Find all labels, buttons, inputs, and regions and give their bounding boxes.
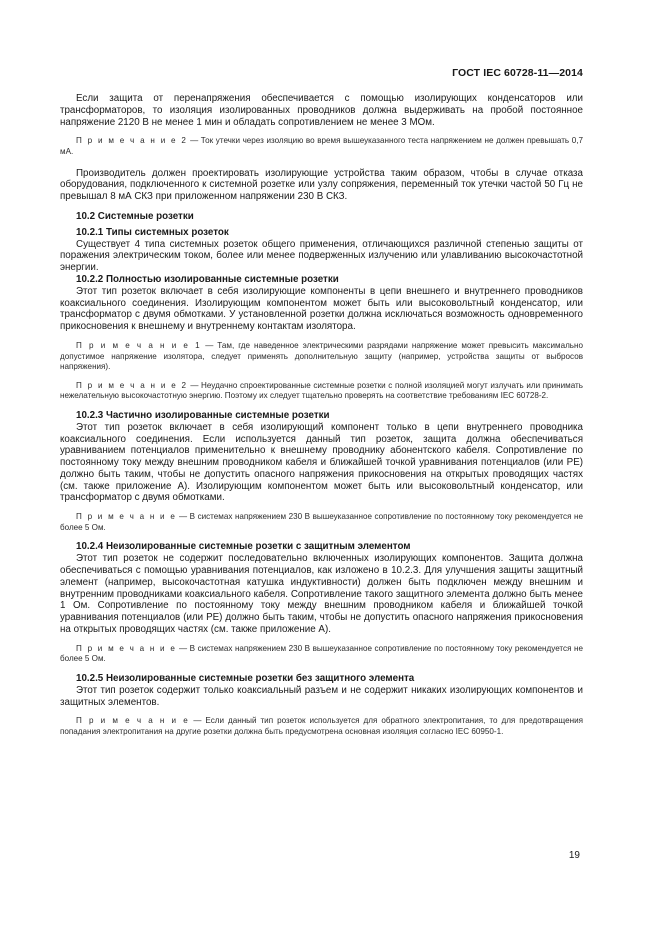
paragraph: Существует 4 типа системных розеток общего применения, отличающихся различной степенью защиты от поражения электрическим током, более или менее подверженных излучению или улавливанию высокочастотной энергии. [60, 238, 583, 274]
document-header: ГОСТ IEC 60728-11—2014 [452, 67, 583, 79]
section-heading: 10.2.4 Неизолированные системные розетки с защитным элементом [76, 541, 411, 553]
note-label: П р и м е ч а н и е 2 [76, 136, 188, 146]
note [60, 716, 583, 737]
paragraph: Производитель должен проектировать изолирующие устройства таким образом, чтобы в случае отказа оборудования, подключенного к системной розетке или узлу сопряжения, переменный ток утечки частой 50 Гц не превышал 8 мА СКЗ при приложенном напряжении 230 В СКЗ. [60, 167, 583, 203]
note-label: П р и м е ч а н и е 1 [76, 340, 202, 350]
note-label: П р и м е ч а н и е [76, 512, 177, 522]
note [60, 136, 583, 157]
section-heading: 10.2.3 Частично изолированные системные розетки [76, 409, 330, 421]
section-heading: 10.2 Системные розетки [76, 210, 194, 222]
note [60, 341, 583, 373]
paragraph: Этот тип розеток включает в себя изолирующие компоненты в цепи внешнего и внутреннего проводников коаксиального соединения. Изолирующим компонентом может быть или высоковольтный конденсатор, или трансформатор с двумя обмотками. У установленной розетки должна исключаться возможность одновременного прикосновения к внешнему и внутреннему контактам изолятора. [60, 285, 583, 333]
note-label: П р и м е ч а н и е 2 [76, 380, 188, 390]
note-text: — Там, где наведенное электрическими разрядами напряжение может превысить максимально допустимое напряжение изолятора, следует применять дополнительную защиту (например, устройства защиты от выбросов напряжения). [60, 340, 583, 372]
section-heading: 10.2.1 Типы системных розеток [76, 226, 229, 238]
note-text: — Если данный тип розеток используется для обратного электропитания, то для предотвращения попадания электропитания на другие розетки должна быть предусмотрена основная изоляция согласно IEC 60950-1. [60, 716, 583, 737]
note [60, 512, 583, 533]
note-text: — В системах напряжением 230 В вышеуказанное сопротивление по постоянному току рекомендуется не более 5 Ом. [60, 512, 583, 532]
note-text: — Неудачно спроектированные системные розетки с полной изоляцией могут излучать или принимать нежелательную высокочастотную энергию. Поэтому их следует тщательно проверять на соответствие требованиям IEC 60728-2. [60, 380, 583, 401]
document-body [60, 93, 583, 738]
paragraph: Этот тип розеток включает в себя изолирующий компонент только в цепи внутреннего проводника коаксиального соединения. Если используется данный тип розеток, защита должна обеспечиваться уравниванием потенциалов применительно к внешнему проводнику абонентского кабеля. Сопротивление по постоянному току между внешним проводником кабеля и ближайшей точкой уравнивания потенциалов (или PE) должно быть таким, чтобы не допустить опасного напряжения прикосновения на открытых проводящих частях (см. также приложение А). Изолирующим компонентом может быть или высоковольтный конденсатор, или трансформатор с двумя обмотками. [60, 421, 583, 504]
note [60, 381, 583, 402]
paragraph: Если защита от перенапряжения обеспечивается с помощью изолирующих конденсаторов или трансформаторов, то изоляция изолированных проводников должна выдерживать на пробой постоянное напряжение 2120 В не менее 1 мин и обладать сопротивлением не менее 3 МОм. [60, 93, 583, 128]
note-text: — Ток утечки через изоляцию во время вышеуказанного теста напряжением не должен превышать 0,7 мА. [60, 136, 583, 156]
section-heading: 10.2.5 Неизолированные системные розетки без защитного элемента [76, 673, 415, 685]
page-number: 19 [568, 850, 580, 861]
section-heading: 10.2.2 Полностью изолированные системные розетки [76, 273, 339, 285]
note-text: — В системах напряжением 230 В вышеуказанное сопротивление по постоянному току рекомендуется не более 5 Ом. [60, 643, 583, 664]
note-label: П р и м е ч а н и е [76, 716, 190, 726]
paragraph: Этот тип розеток содержит только коаксиальный разъем и не содержит никаких изолирующих компонентов и защитных элементов. [60, 684, 583, 708]
note-label: П р и м е ч а н и е [76, 643, 177, 653]
note [60, 644, 583, 665]
paragraph: Этот тип розеток не содержит последовательно включенных изолирующих компонентов. Защита должна обеспечиваться с помощью уравнивания потенциалов, как изложено в 10.2.3. Для улучшения защиты защитный элемент (например, высокочастотная катушка индуктивности) должен быть подключен между внешним и внутренним проводниками коаксиального кабеля. Сопротивление такого защитного элемента должно быть менее 1 Ом. Сопротивление по постоянному току между внешним проводником кабеля и ближайшей точкой уравнивания потенциалов (или PE) должно быть таким, чтобы не допустить опасного напряжения прикосновения на открытых проводящих частях (см. также приложение А). [60, 553, 583, 636]
